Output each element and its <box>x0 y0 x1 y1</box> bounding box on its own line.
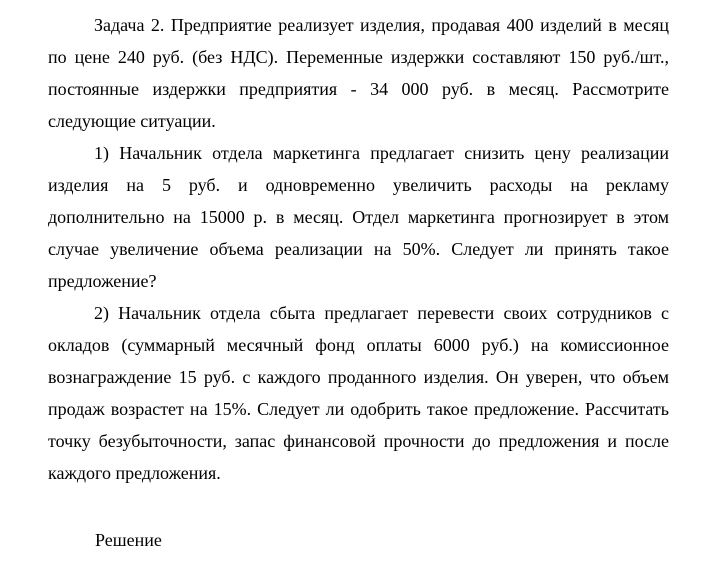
problem-statement-paragraph: Задача 2. Предприятие реализует изделия, продавая 400 изделий в месяц по цене 240 руб. (без НДС). Переменные издержки составляют 150 руб./шт., постоянные издержки предприятия - 34 000 руб. в месяц. Рассмотрите следующие ситуации. <box>48 15 669 131</box>
problem-text <box>48 9 669 489</box>
marketing-proposal-paragraph: 1) Начальник отдела маркетинга предлагает снизить цену реализации изделия на 5 руб. и одновременно увеличить расходы на рекламу дополнительно на 15000 р. в месяц. Отдел маркетинга прогнозирует в этом случае увеличение объема реализации на 50%. Следует ли принять такое предложение? <box>48 143 669 291</box>
sales-proposal-paragraph: 2) Начальник отдела сбыта предлагает перевести своих сотрудников с окладов (суммарный месячный фонд оплаты 6000 руб.) на комиссионное вознаграждение 15 руб. с каждого проданного изделия. Он уверен, что объем продаж возрастет на 15%. Следует ли одобрить такое предложение. Рассчитать точку безубыточности, запас финансовой прочности до предложения и после каждого предложения. <box>48 303 669 483</box>
solution-heading: Решение <box>95 530 162 550</box>
